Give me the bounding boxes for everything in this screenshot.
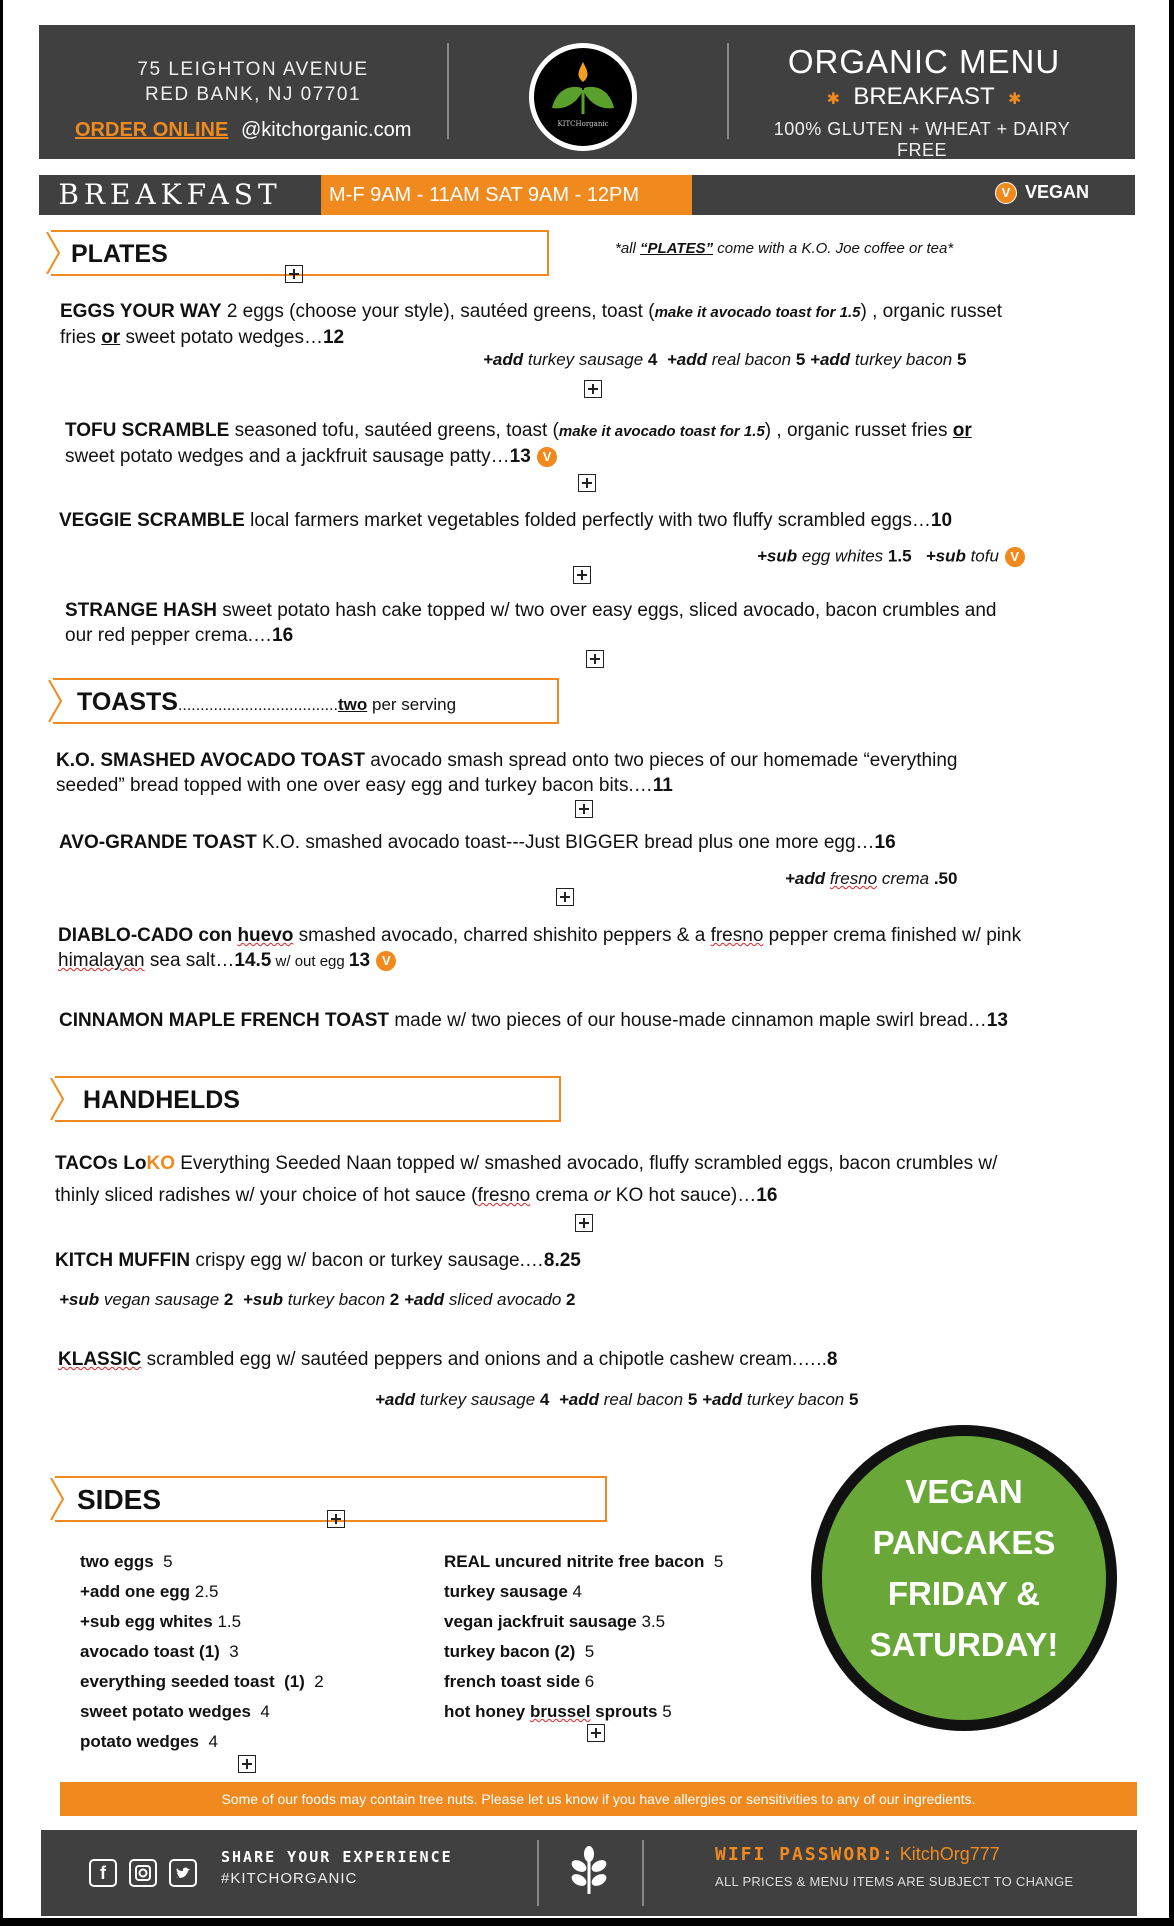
item-desc: local farmers market vegetables folded perfectly with two fluffy scrambled eggs… bbox=[244, 510, 931, 531]
addons bbox=[59, 1290, 576, 1310]
star-icon: ✱ bbox=[826, 91, 840, 108]
section-title: PLATES bbox=[71, 240, 168, 268]
addon-item: vegan sausage bbox=[99, 1290, 224, 1309]
item-name: TACOs Lo bbox=[55, 1153, 147, 1174]
addon-item: fresno bbox=[829, 869, 878, 888]
menu-subtitle bbox=[799, 83, 1049, 111]
side-name: potato wedges bbox=[80, 1732, 200, 1751]
addon-price: 4 bbox=[647, 350, 658, 369]
item-price: 8 bbox=[826, 1349, 838, 1370]
logo-leaf-icon bbox=[534, 48, 632, 146]
addon-kw: +add bbox=[483, 350, 524, 369]
addon-item: turkey sausage bbox=[415, 1390, 540, 1409]
promo-line: FRIDAY & bbox=[887, 1575, 1041, 1612]
vegan-icon: V bbox=[1004, 546, 1026, 568]
menu-item bbox=[59, 508, 1119, 533]
address-line1: 75 LEIGHTON AVENUE bbox=[137, 59, 369, 80]
item-desc: made w/ two pieces of our house-made cinnamon maple swirl bread… bbox=[389, 1010, 987, 1031]
addon-price: 2 bbox=[223, 1290, 234, 1309]
item-desc: fries bbox=[60, 327, 102, 348]
addon-kw: +add bbox=[375, 1390, 416, 1409]
list-item bbox=[444, 1667, 723, 1697]
list-item bbox=[80, 1577, 324, 1607]
allergy-notice: Some of our foods may contain tree nuts. Please let us know if you have allergies or sensitivities to any of our ingredients. bbox=[60, 1782, 1137, 1816]
addon-kw: +add bbox=[810, 350, 851, 369]
addon-price: 5 bbox=[687, 1390, 698, 1409]
promo-line: SATURDAY! bbox=[869, 1626, 1059, 1663]
list-item bbox=[444, 1697, 723, 1727]
list-item bbox=[80, 1637, 324, 1667]
item-desc: crema bbox=[530, 1185, 594, 1206]
expand-icon[interactable] bbox=[556, 888, 574, 906]
logo bbox=[529, 43, 637, 151]
addons bbox=[785, 869, 957, 889]
item-desc: seeded” bread topped with one over easy egg and turkey bacon bits.… bbox=[56, 775, 653, 796]
footer-bar bbox=[41, 1830, 1137, 1916]
item-desc: ) , organic russet bbox=[860, 301, 1002, 322]
side-price: 5 bbox=[575, 1642, 595, 1661]
side-name: turkey sausage bbox=[444, 1582, 568, 1601]
item-desc: w/ out egg bbox=[271, 953, 349, 970]
menu-item bbox=[58, 923, 1128, 974]
side-name: two eggs bbox=[80, 1552, 154, 1571]
side-price: 2 bbox=[304, 1672, 324, 1691]
side-name: +sub egg whites bbox=[80, 1612, 213, 1631]
divider bbox=[447, 43, 449, 139]
dots: .................................... bbox=[177, 697, 338, 714]
vegan-icon: V bbox=[536, 446, 558, 468]
menu-item bbox=[56, 748, 1116, 798]
header-bar bbox=[39, 25, 1135, 159]
chevron-right-icon bbox=[43, 232, 65, 274]
promo-line: PANCAKES bbox=[872, 1524, 1056, 1561]
addons bbox=[757, 546, 1026, 568]
expand-icon[interactable] bbox=[587, 1724, 605, 1742]
addon-price: 5 bbox=[848, 1390, 859, 1409]
expand-icon[interactable] bbox=[575, 1214, 593, 1232]
addons bbox=[483, 350, 966, 370]
addon-kw: +sub bbox=[757, 546, 798, 566]
divider bbox=[727, 43, 729, 139]
chevron-right-icon bbox=[47, 1078, 69, 1120]
addon-price: 2 bbox=[566, 1290, 576, 1309]
note-text: *all bbox=[615, 240, 641, 257]
item-price: 8.25 bbox=[543, 1250, 581, 1271]
disclaimer: ALL PRICES & MENU ITEMS ARE SUBJECT TO CHANGE bbox=[715, 1874, 1074, 1889]
expand-icon[interactable] bbox=[578, 474, 596, 492]
item-desc: fresno bbox=[710, 925, 764, 946]
twitter-icon[interactable] bbox=[169, 1859, 197, 1887]
item-or: or bbox=[593, 1185, 611, 1206]
side-name: hot honey bbox=[444, 1702, 530, 1721]
item-name: VEGGIE SCRAMBLE bbox=[59, 510, 245, 531]
item-name: STRANGE HASH bbox=[65, 600, 218, 621]
addon-item: tofu bbox=[965, 546, 999, 566]
list-item bbox=[444, 1637, 723, 1667]
addon-kw: +sub bbox=[59, 1290, 100, 1309]
addons bbox=[375, 1390, 858, 1410]
star-icon: ✱ bbox=[1008, 91, 1022, 108]
addon-price: 5 bbox=[956, 350, 967, 369]
list-item bbox=[80, 1727, 324, 1757]
address-line2: RED BANK, NJ 07701 bbox=[144, 84, 362, 105]
list-item bbox=[444, 1607, 723, 1637]
menu-item bbox=[65, 598, 1125, 648]
side-name: everything seeded toast (1) bbox=[80, 1672, 305, 1691]
addon-item: turkey bacon bbox=[850, 350, 957, 369]
expand-icon[interactable] bbox=[586, 650, 604, 668]
expand-icon[interactable] bbox=[573, 566, 591, 584]
side-price: 1.5 bbox=[212, 1612, 242, 1631]
addon-kw: +add bbox=[403, 1290, 445, 1309]
addon-item: sliced avocado bbox=[444, 1290, 567, 1309]
side-price: 4 bbox=[567, 1582, 582, 1601]
section-title bbox=[77, 688, 456, 717]
item-note: make it avocado toast for 1.5 bbox=[654, 304, 861, 321]
promo-line: VEGAN bbox=[905, 1473, 1023, 1510]
side-price: 4 bbox=[199, 1732, 218, 1751]
addon-kw: +sub bbox=[242, 1290, 283, 1309]
menu-item bbox=[58, 1347, 1118, 1372]
item-desc: avocado smash spread onto two pieces of our homemade “everything bbox=[364, 750, 958, 771]
item-name: KITCH MUFFIN bbox=[55, 1250, 191, 1271]
side-price: 5 bbox=[153, 1552, 173, 1571]
addon-item: crema bbox=[877, 869, 934, 888]
wifi-password bbox=[715, 1844, 1000, 1865]
share-experience: SHARE YOUR EXPERIENCE bbox=[221, 1848, 453, 1866]
item-price: 13 bbox=[986, 1010, 1008, 1031]
menu-subtitle-text: BREAKFAST bbox=[853, 83, 995, 110]
addon-price: 2 bbox=[389, 1290, 400, 1309]
side-name: +add one egg bbox=[80, 1582, 191, 1601]
addon-kw: +add bbox=[666, 350, 707, 369]
item-desc: crispy egg w/ bacon or turkey sausage.… bbox=[190, 1250, 544, 1271]
item-price: 16 bbox=[874, 832, 896, 853]
addon-item: real bacon bbox=[706, 350, 796, 369]
wifi-value: KitchOrg777 bbox=[894, 1844, 1000, 1864]
item-desc: ) , organic russet fries bbox=[764, 420, 953, 441]
addon-price: .50 bbox=[933, 869, 958, 888]
side-name: french toast side bbox=[444, 1672, 581, 1691]
expand-icon[interactable] bbox=[238, 1755, 256, 1773]
order-online-link[interactable]: ORDER ONLINE bbox=[75, 119, 229, 141]
side-price: 5 bbox=[704, 1552, 724, 1571]
item-desc: sweet potato wedges… bbox=[120, 327, 323, 348]
side-price: 6 bbox=[580, 1672, 595, 1691]
addon-price: 4 bbox=[539, 1390, 550, 1409]
item-price: 11 bbox=[652, 775, 673, 796]
addon-price: 1.5 bbox=[887, 546, 912, 566]
sides-right-list bbox=[444, 1547, 723, 1727]
menu-free-note: 100% GLUTEN + WHEAT + DAIRY FREE bbox=[773, 119, 1071, 160]
expand-icon[interactable] bbox=[584, 380, 602, 398]
item-name: CINNAMON MAPLE FRENCH TOAST bbox=[59, 1010, 390, 1031]
menu-item bbox=[55, 1148, 1135, 1212]
side-price: 2.5 bbox=[190, 1582, 219, 1601]
item-desc: our red pepper crema.… bbox=[65, 625, 272, 646]
item-desc: smashed avocado, charred shishito peppers & a bbox=[293, 925, 711, 946]
list-item bbox=[80, 1697, 324, 1727]
item-name: EGGS YOUR WAY bbox=[60, 301, 222, 322]
item-desc: K.O. smashed avocado toast---Just BIGGER bread plus one more egg… bbox=[256, 832, 875, 853]
section-title-text: TOASTS bbox=[77, 688, 178, 716]
vegan-icon: V bbox=[375, 950, 397, 972]
item-price: 14.5 bbox=[234, 950, 272, 971]
section-handhelds bbox=[55, 1076, 561, 1122]
expand-icon[interactable] bbox=[327, 1510, 345, 1528]
side-name: brussel bbox=[529, 1702, 591, 1721]
item-desc: Everything Seeded Naan topped w/ smashed avocado, fluffy scrambled eggs, bacon crumbles w/ bbox=[174, 1153, 998, 1174]
item-note: make it avocado toast for 1.5 bbox=[558, 423, 765, 440]
item-desc: pepper crema finished w/ pink bbox=[763, 925, 1022, 946]
hashtag: #KITCHORGANIC bbox=[221, 1870, 358, 1887]
item-name: KLASSIC bbox=[58, 1349, 142, 1370]
side-name: sprouts bbox=[590, 1702, 658, 1721]
section-toasts bbox=[53, 678, 559, 724]
addon-kw: +add bbox=[785, 869, 826, 888]
item-desc: scrambled egg w/ sautéed peppers and onions and a chipotle cashew cream.….. bbox=[141, 1349, 827, 1370]
item-name: AVO-GRANDE TOAST bbox=[59, 832, 257, 853]
address bbox=[133, 57, 373, 107]
chevron-right-icon bbox=[45, 680, 67, 722]
item-desc: fresno bbox=[477, 1185, 531, 1206]
divider bbox=[642, 1840, 644, 1906]
item-desc: KO hot sauce)… bbox=[610, 1185, 757, 1206]
item-desc: himalayan bbox=[58, 950, 145, 971]
instagram-icon[interactable] bbox=[129, 1859, 157, 1887]
item-price: 10 bbox=[930, 510, 953, 531]
item-name: DIABLO-CADO con bbox=[58, 925, 238, 946]
item-price: 13 bbox=[509, 446, 531, 467]
item-price: 12 bbox=[322, 327, 345, 348]
item-desc: sea salt… bbox=[144, 950, 235, 971]
menu-title: ORGANIC MENU bbox=[787, 43, 1061, 80]
hours: M-F 9AM - 11AM SAT 9AM - 12PM bbox=[321, 175, 692, 215]
side-price: 4 bbox=[250, 1702, 270, 1721]
menu-item bbox=[60, 299, 1120, 350]
addon-item: turkey bacon bbox=[742, 1390, 849, 1409]
serving-rest: per serving bbox=[367, 695, 457, 714]
email-link[interactable]: @kitchorganic.com bbox=[241, 119, 412, 141]
side-name: vegan jackfruit sausage bbox=[444, 1612, 637, 1631]
sides-left-list bbox=[80, 1547, 324, 1757]
leaf-icon bbox=[565, 1846, 613, 1901]
menu-item bbox=[59, 1008, 1119, 1033]
chevron-right-icon bbox=[47, 1478, 69, 1520]
item-name-accent: KO bbox=[146, 1153, 175, 1174]
wifi-label: WIFI PASSWORD: bbox=[715, 1844, 895, 1865]
side-name: REAL uncured nitrite free bacon bbox=[444, 1552, 705, 1571]
item-or: or bbox=[101, 327, 121, 348]
item-or: or bbox=[952, 420, 972, 441]
vegan-icon: V bbox=[995, 182, 1017, 204]
item-desc: sweet potato wedges and a jackfruit sausage patty… bbox=[65, 446, 510, 467]
plates-note bbox=[615, 240, 953, 257]
note-bold: “PLATES” bbox=[640, 240, 714, 257]
item-desc: 2 eggs (choose your style), sautéed greens, toast ( bbox=[221, 301, 655, 322]
vegan-legend-badge bbox=[995, 182, 1017, 204]
item-desc: sweet potato hash cake topped w/ two over easy eggs, sliced avocado, bacon crumbles and bbox=[217, 600, 997, 621]
vegan-pancakes-promo bbox=[811, 1425, 1117, 1731]
side-name: turkey bacon (2) bbox=[444, 1642, 576, 1661]
addon-item: turkey bacon bbox=[283, 1290, 390, 1309]
side-price: 3 bbox=[219, 1642, 239, 1661]
menu-item bbox=[55, 1248, 1115, 1273]
divider bbox=[537, 1840, 539, 1906]
item-name: K.O. SMASHED AVOCADO TOAST bbox=[56, 750, 365, 771]
logo-text: KITCHorganic bbox=[557, 120, 609, 128]
item-desc: seasoned tofu, sautéed greens, toast ( bbox=[229, 420, 559, 441]
section-title: HANDHELDS bbox=[83, 1086, 240, 1114]
item-name: huevo bbox=[237, 925, 294, 946]
facebook-icon[interactable]: f bbox=[89, 1859, 117, 1887]
addon-item: turkey sausage bbox=[523, 350, 648, 369]
addon-kw: +add bbox=[558, 1390, 599, 1409]
serving-bold: two bbox=[337, 695, 368, 714]
expand-icon[interactable] bbox=[575, 800, 593, 818]
addon-item: egg whites bbox=[797, 546, 888, 566]
item-desc: thinly sliced radishes w/ your choice of hot sauce ( bbox=[55, 1185, 478, 1206]
addon-item: real bacon bbox=[598, 1390, 688, 1409]
item-price: 16 bbox=[756, 1185, 778, 1206]
menu-item bbox=[65, 418, 1125, 469]
section-title: SIDES bbox=[77, 1484, 162, 1515]
vegan-legend-label: VEGAN bbox=[1025, 182, 1090, 202]
side-price: 5 bbox=[657, 1702, 672, 1721]
menu-item bbox=[59, 830, 1119, 855]
item-price: 13 bbox=[348, 950, 371, 971]
item-name: TOFU SCRAMBLE bbox=[65, 420, 230, 441]
breakfast-title: BREAKFAST bbox=[58, 178, 282, 211]
side-name: avocado toast (1) bbox=[80, 1642, 220, 1661]
addon-kw: +add bbox=[702, 1390, 743, 1409]
side-price: 3.5 bbox=[636, 1612, 666, 1631]
list-item bbox=[80, 1607, 324, 1637]
list-item bbox=[444, 1577, 723, 1607]
list-item bbox=[444, 1547, 723, 1577]
note-text: come with a K.O. Joe coffee or tea* bbox=[713, 240, 954, 257]
side-name: sweet potato wedges bbox=[80, 1702, 251, 1721]
addon-price: 5 bbox=[795, 350, 806, 369]
item-price: 16 bbox=[272, 625, 294, 646]
list-item bbox=[80, 1667, 324, 1697]
menu-page bbox=[3, 0, 1169, 1918]
addon-kw: +sub bbox=[925, 546, 966, 566]
list-item bbox=[80, 1547, 324, 1577]
expand-icon[interactable] bbox=[285, 265, 303, 283]
